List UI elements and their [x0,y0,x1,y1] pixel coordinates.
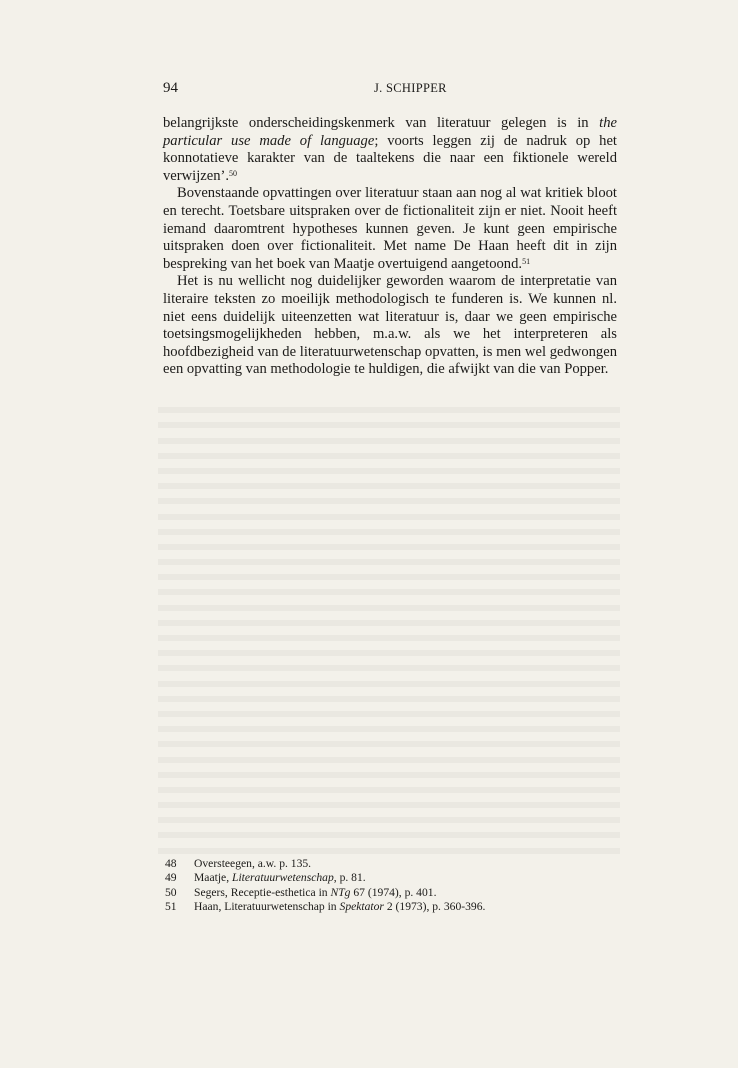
footnote-48 [165,857,619,871]
footnote-text: Haan, Literatuurwetenschap in Spektator 2 (1973), p. 360-396. [194,900,486,914]
footnote-text: Segers, Receptie-esthetica in NTg 67 (1974), p. 401. [194,885,437,899]
paragraph-1: belangrijkste onderscheidingskenmerk van literatuur gelegen is in the particular use made of language; voorts leggen zij de nadruk op het konnotatieve karakter van de taaltekens die naar een fiktionele wereld verwijzen’.$^{50}$ [163,115,617,184]
footnote-number: 48 [165,857,177,870]
paragraph-1-italic: the particular use made of language [163,115,617,149]
body-text [163,115,617,379]
footnote-number: 51 [165,900,177,914]
paragraph-3: Het is nu wellicht nog duidelijker geworden waarom de interpretatie van literaire teksten zo moeilijk methodologisch te funderen is. We kunnen nl. niet eens duidelijk uiteenzetten wat literatuur is, daar we geen empirische toetsingsmogelijkheden hebben, m.a.w. als we het interpreteren als hoofdbezigheid van de literatuurwetenschap opvatten, is men wel gedwongen een opvatting van methodologie te huldigen, die afwijkt van die van Popper. [163,273,617,378]
footnote-text: Maatje, Literatuurwetenschap, p. 81. [194,871,366,885]
footnote-49 [165,871,619,885]
paragraph-2: Bovenstaande opvattingen over literatuur staan aan nog al wat kritiek bloot en terecht. Toetsbare uitspraken over de fictionaliteit zijn er niet. Nooit heeft iemand daaromtrent hypotheses kunnen geven. Je kunt geen empirische uitspraken doen over fictionaliteit. Met name De Haan heeft dit in zijn bespreking van het boek van Maatje overtuigend aangetoond.$^{51}$ [163,185,617,272]
footnote-text: Oversteegen, a.w. p. 135. [194,857,312,870]
footnote-51 [165,900,619,914]
footnote-number: 50 [165,885,177,899]
footnote-ref-51: 51 [522,256,531,266]
footnote-ref-50: 50 [229,168,238,178]
footnote-number: 49 [165,871,177,885]
footnotes [165,857,619,915]
running-head: J. SCHIPPER [374,81,447,95]
show-through-shadow [158,398,620,854]
page-number: 94 [163,80,178,96]
footnote-50 [165,886,619,900]
